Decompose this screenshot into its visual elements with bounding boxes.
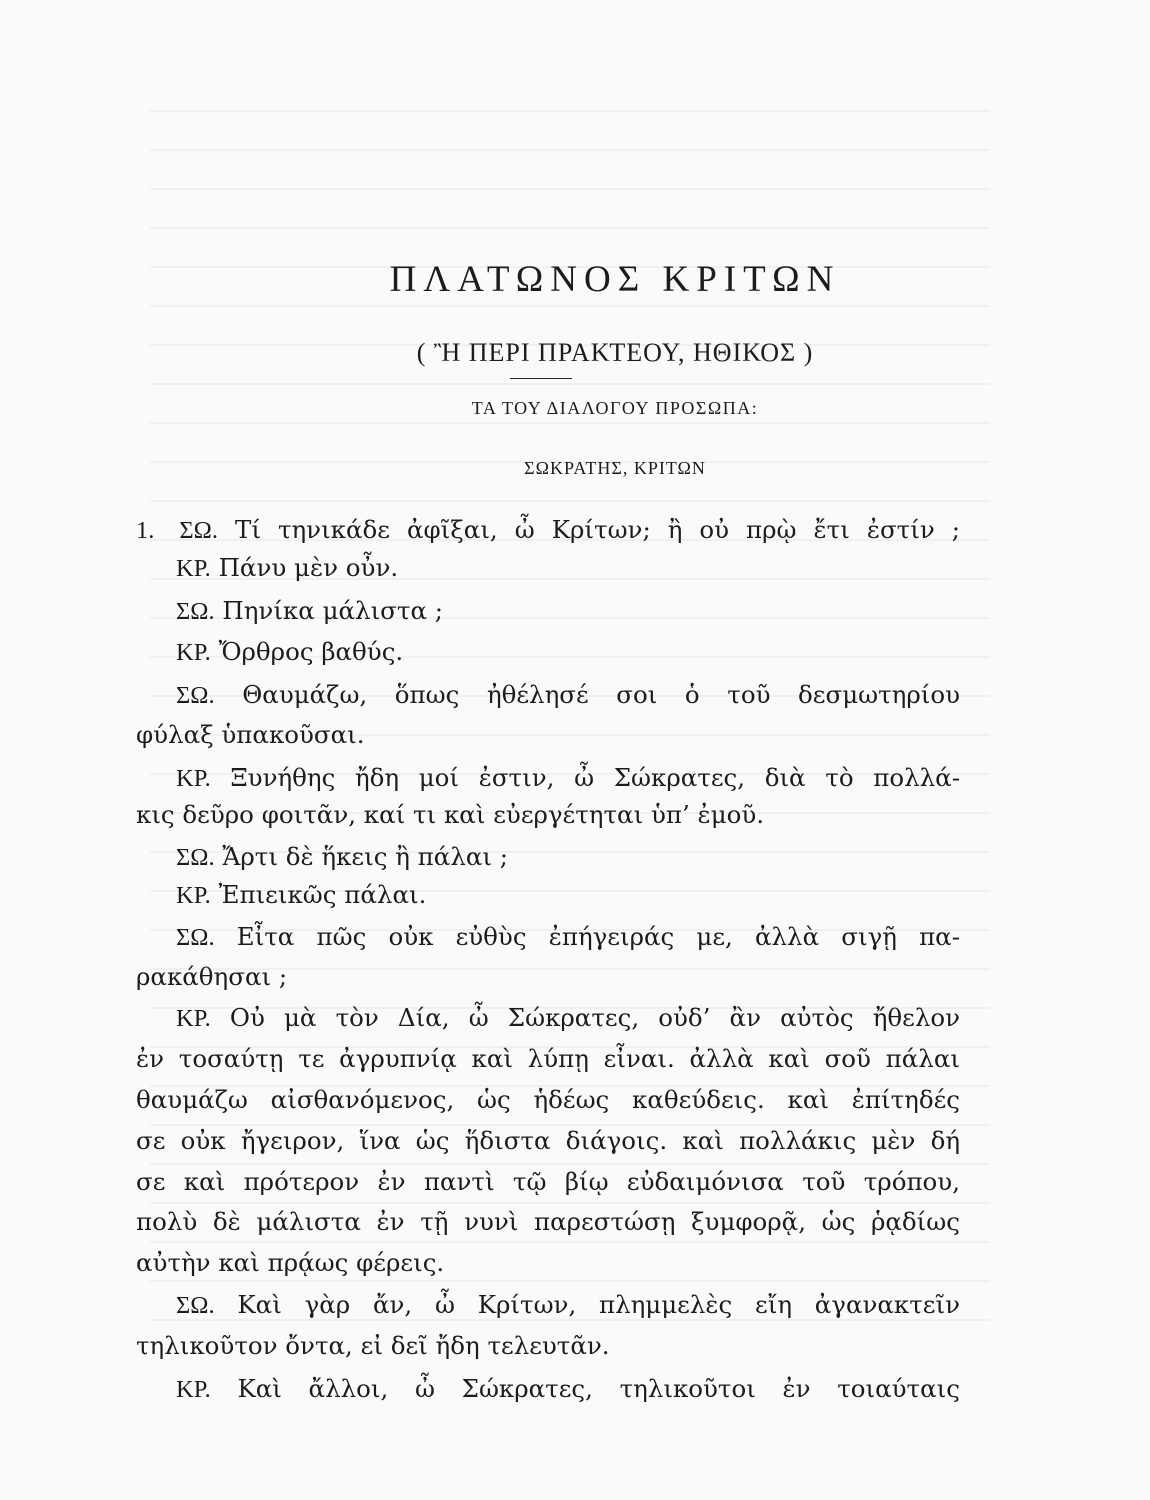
line-text: Θαυμάζω, ὅπως ἠθέλησέ σοι ὁ τοῦ δεσμωτηρίου bbox=[242, 680, 960, 709]
line-text: φύλαξ ὑπακοῦσαι. bbox=[136, 720, 365, 749]
speaker-label: ΣΩ. bbox=[176, 924, 215, 951]
line-text: Εἶτα πῶς οὐκ εὐθὺς ἐπήγειράς με, ἀλλὰ σιγῇ πα- bbox=[236, 922, 961, 951]
line-text: Καὶ γὰρ ἄν, ὦ Κρίτων, πλημμελὲς εἴη ἀγανακτεῖν bbox=[237, 1290, 960, 1319]
line-text: σε καὶ πρότερον ἐν παντὶ τῷ βίῳ εὐδαιμόνισα τοῦ τρόπου, bbox=[136, 1167, 960, 1196]
line-text: Ἄρτι δὲ ἥκεις ἢ πάλαι ; bbox=[222, 842, 509, 871]
dialogue-line bbox=[136, 1085, 960, 1115]
line-text: Πηνίκα μάλιστα ; bbox=[222, 596, 444, 625]
line-text: Τί τηνικάδε ἀφῖξαι, ὦ Κρίτων; ἢ οὐ πρῲ ἔτι ἐστίν ; bbox=[235, 515, 960, 544]
line-text: Ἐπιεικῶς πάλαι. bbox=[218, 880, 427, 909]
page-subtitle: ( Ἢ ΠΕΡΙ ΠΡΑΚΤΕΟΥ, ΗΘΙΚΟΣ ) bbox=[416, 338, 814, 367]
dialogue-line bbox=[176, 1374, 960, 1405]
dialogue-line bbox=[136, 800, 764, 830]
dialogue-line bbox=[136, 962, 287, 992]
dialogue-line bbox=[176, 680, 960, 711]
dialogue-line bbox=[136, 1167, 960, 1197]
speaker-label: ΚΡ. bbox=[176, 765, 211, 792]
dialogue-line bbox=[136, 1331, 610, 1361]
line-text: Ξυνήθης ἤδη μοί ἐστιν, ὦ Σώκρατες, διὰ τὸ πολλά- bbox=[230, 763, 960, 792]
dialogue-line bbox=[176, 922, 960, 953]
speaker-label: ΚΡ. bbox=[176, 555, 211, 582]
title-divider bbox=[510, 378, 572, 379]
speaker-label: ΚΡ. bbox=[176, 639, 211, 666]
dialogue-line bbox=[176, 596, 443, 627]
dialogue-line bbox=[176, 880, 426, 911]
line-text: θαυμάζω αἰσθανόμενος, ὡς ἡδέως καθεύδεις. καὶ ἐπίτηδές bbox=[136, 1085, 960, 1114]
dialogue-line bbox=[136, 515, 960, 546]
dialogue-line bbox=[176, 842, 508, 873]
line-text: ρακάθησαι ; bbox=[136, 962, 288, 991]
speaker-label: ΣΩ. bbox=[176, 598, 215, 625]
dialogue-line bbox=[176, 763, 960, 794]
dialogue-line bbox=[136, 1248, 444, 1278]
line-text: σε οὐκ ἤγειρον, ἵνα ὡς ἥδιστα διάγοις. καὶ πολλάκις μὲν δή bbox=[136, 1126, 960, 1155]
dialogue-line bbox=[136, 1044, 960, 1074]
dramatis-heading: ΤΑ ΤΟΥ ΔΙΑΛΟΓΟΥ ΠΡΟΣΩΠΑ: bbox=[471, 398, 759, 418]
dialogue-line bbox=[136, 720, 365, 750]
line-text: Πάνυ μὲν οὖν. bbox=[218, 553, 399, 582]
speaker-label: ΣΩ. bbox=[176, 682, 215, 709]
dramatis-personae: ΣΩΚΡΑΤΗΣ, ΚΡΙΤΩΝ bbox=[524, 458, 706, 478]
line-text: κις δεῦρο φοιτᾶν, καί τι καὶ εὐεργέτηται ὑπ’ ἐμοῦ. bbox=[136, 800, 765, 829]
line-text: Οὐ μὰ τὸν Δία, ὦ Σώκρατες, οὐδ’ ἂν αὐτὸς ἤθελον bbox=[229, 1003, 960, 1032]
speaker-label: ΚΡ. bbox=[176, 1376, 211, 1403]
dialogue-line bbox=[176, 553, 398, 584]
line-text: αὐτὴν καὶ πρᾴως φέρεις. bbox=[136, 1248, 445, 1277]
line-text: Καὶ ἄλλοι, ὦ Σώκρατες, τηλικοῦτοι ἐν τοιαύταις bbox=[237, 1374, 960, 1403]
section-number: 1. bbox=[136, 517, 155, 544]
dialogue-line bbox=[176, 1003, 960, 1034]
speaker-label: ΚΡ. bbox=[176, 882, 211, 909]
speaker-label: ΣΩ. bbox=[176, 1292, 215, 1319]
show-through-texture bbox=[150, 110, 990, 1390]
line-text: τηλικοῦτον ὄντα, εἰ δεῖ ἤδη τελευτᾶν. bbox=[136, 1331, 610, 1360]
line-text: Ὄρθρος βαθύς. bbox=[218, 637, 404, 666]
line-text: ἐν τοσαύτῃ τε ἀγρυπνίᾳ καὶ λύπῃ εἶναι. ἀλλὰ καὶ σοῦ πάλαι bbox=[136, 1044, 960, 1073]
dialogue-line bbox=[176, 637, 403, 668]
speaker-label: ΣΩ. bbox=[179, 517, 218, 544]
speaker-label: ΚΡ. bbox=[176, 1005, 211, 1032]
line-text: πολὺ δὲ μάλιστα ἐν τῇ νυνὶ παρεστώσῃ ξυμφορᾷ, ὡς ῥᾳδίως bbox=[136, 1207, 960, 1236]
dialogue-line bbox=[136, 1126, 960, 1156]
dialogue-line bbox=[176, 1290, 960, 1321]
speaker-label: ΣΩ. bbox=[176, 844, 215, 871]
page-title: ΠΛΑΤΩΝΟΣ ΚΡΙΤΩΝ bbox=[389, 259, 841, 300]
dialogue-line bbox=[136, 1207, 960, 1237]
